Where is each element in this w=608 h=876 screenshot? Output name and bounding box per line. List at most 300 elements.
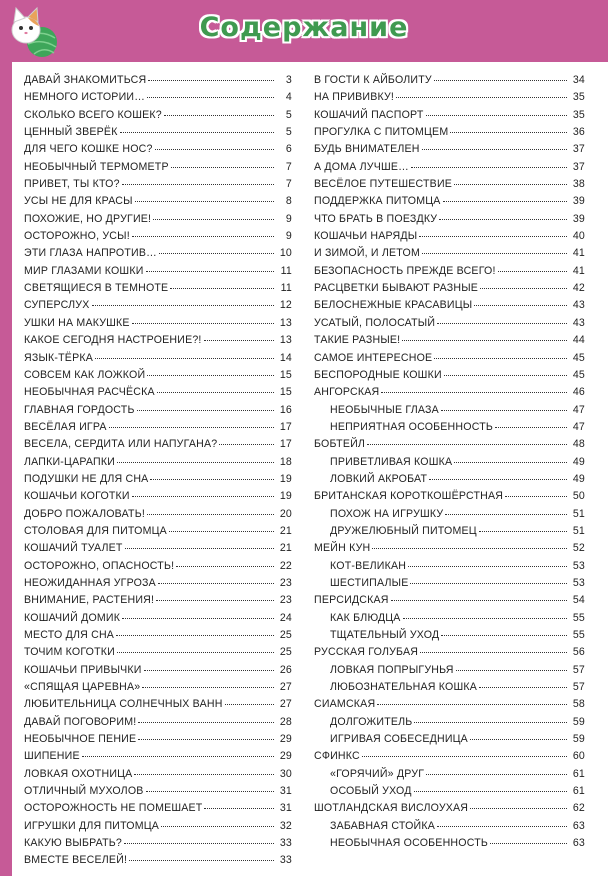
toc-entry-title: ВЕСЁЛОЕ ПУТЕШЕСТВИЕ (314, 178, 453, 191)
toc-entry-title: ЦЕННЫЙ ЗВЕРЁК (24, 126, 118, 139)
dot-leader (132, 323, 274, 324)
toc-entry-page: 37 (572, 160, 585, 173)
dot-leader (204, 808, 274, 809)
dot-leader (159, 253, 274, 254)
toc-entry (314, 213, 585, 230)
toc-entry-page: 36 (572, 126, 585, 139)
dot-leader (158, 583, 274, 584)
toc-entry-page: 53 (572, 576, 585, 589)
toc-entry-page: 17 (279, 420, 292, 433)
toc-entry (24, 785, 292, 802)
dot-leader (137, 410, 274, 411)
toc-entry-page: 55 (572, 611, 585, 624)
toc-entry-page: 7 (285, 178, 292, 191)
toc-entry-page: 51 (572, 507, 585, 520)
toc-entry (314, 629, 585, 646)
dot-leader (474, 305, 567, 306)
toc-entry (314, 369, 585, 386)
toc-entry (314, 820, 585, 837)
toc-entry-title: ЗАБАВНАЯ СТОЙКА (330, 819, 436, 832)
toc-entry-title: ШИПЕНИЕ (24, 750, 80, 763)
toc-entry-title: ДОЛГОЖИТЕЛЬ (330, 715, 413, 728)
dot-leader (147, 375, 274, 376)
dot-leader (367, 444, 567, 445)
dot-leader (372, 548, 567, 549)
toc-entry-page: 4 (285, 91, 292, 104)
toc-entry-page: 39 (572, 195, 585, 208)
toc-entry (314, 577, 585, 594)
dot-leader (391, 600, 567, 601)
dot-leader (92, 305, 274, 306)
dot-leader (419, 236, 567, 237)
toc-entry (314, 698, 585, 715)
dot-leader (204, 340, 274, 341)
toc-entry-page: 61 (572, 785, 585, 798)
toc-entry-title: КОШАЧЬИ ПРИВЫЧКИ (24, 663, 142, 676)
dot-leader (156, 600, 274, 601)
dot-leader (422, 149, 567, 150)
toc-entry (24, 802, 292, 819)
toc-entry (314, 525, 585, 542)
toc-entry (24, 334, 292, 351)
dot-leader (408, 566, 567, 567)
dot-leader (164, 115, 274, 116)
dot-leader (132, 496, 274, 497)
toc-entry-page: 27 (279, 681, 292, 694)
toc-entry (314, 542, 585, 559)
dot-leader (157, 392, 274, 393)
toc-entry-title: САМОЕ ИНТЕРЕСНОЕ (314, 351, 433, 364)
toc-column-right (314, 74, 585, 854)
toc-entry (314, 161, 585, 178)
dot-leader (95, 358, 274, 359)
toc-entry-page: 52 (572, 542, 585, 555)
toc-entry-page: 23 (279, 576, 292, 589)
dot-leader (454, 462, 567, 463)
dot-leader (219, 444, 274, 445)
dot-leader (120, 132, 274, 133)
toc-entry-title: В ГОСТИ К АЙБОЛИТУ (314, 74, 432, 86)
toc-entry (24, 213, 292, 230)
toc-entry-title: ВЕСЁЛАЯ ИГРА (24, 420, 107, 433)
toc-entry-title: НА ПРИВИВКУ! (314, 91, 395, 104)
toc-entry-title: ЯЗЫК-ТЁРКА (24, 351, 93, 364)
dot-leader (138, 739, 274, 740)
toc-entry (24, 525, 292, 542)
toc-entry (314, 334, 585, 351)
dot-leader (490, 843, 567, 844)
dot-leader (144, 670, 274, 671)
toc-entry (314, 74, 585, 91)
toc-entry-page: 12 (279, 299, 292, 312)
toc-entry (24, 91, 292, 108)
toc-entry-page: 18 (279, 455, 292, 468)
dot-leader (479, 687, 567, 688)
toc-entry-title: И ЗИМОЙ, И ЛЕТОМ (314, 247, 420, 260)
dot-leader (169, 531, 274, 532)
toc-entry (314, 265, 585, 282)
toc-entry-page: 11 (280, 264, 292, 277)
dot-leader (441, 635, 567, 636)
toc-entry-title: ШОТЛАНДСКАЯ ВИСЛОУХАЯ (314, 802, 469, 815)
dot-leader (480, 288, 567, 289)
toc-entry (24, 733, 292, 750)
toc-entry-page: 17 (279, 438, 292, 451)
toc-entry (314, 490, 585, 507)
toc-entry-title: ШЕСТИПАЛЫЕ (330, 576, 409, 589)
toc-entry-page: 28 (279, 715, 292, 728)
toc-entry (314, 733, 585, 750)
dot-leader (426, 115, 568, 116)
dot-leader (122, 184, 274, 185)
toc-entry-title: ИГРУШКИ ДЛЯ ПИТОМЦА (24, 819, 160, 832)
toc-entry (314, 716, 585, 733)
toc-entry (314, 282, 585, 299)
toc-entry (24, 247, 292, 264)
toc-entry-page: 21 (279, 524, 292, 537)
toc-entry (314, 178, 585, 195)
toc-entry (314, 768, 585, 785)
toc-entry-page: 61 (572, 767, 585, 780)
dot-leader (125, 548, 274, 549)
toc-entry-title: ПРОГУЛКА С ПИТОМЦЕМ (314, 126, 449, 139)
toc-entry-page: 9 (285, 212, 292, 225)
toc-entry-page: 39 (572, 212, 585, 225)
toc-entry-page: 56 (572, 646, 585, 659)
toc-entry-title: ГЛАВНАЯ ГОРДОСТЬ (24, 403, 135, 416)
toc-entry-title: ЛОВКИЙ АКРОБАТ (330, 472, 428, 485)
dot-leader (495, 427, 567, 428)
toc-entry-title: ЛОВКАЯ ОХОТНИЦА (24, 767, 133, 780)
toc-entry-title: БЕЛОСНЕЖНЫЕ КРАСАВИЦЫ (314, 299, 473, 312)
toc-entry (24, 594, 292, 611)
toc-entry-page: 32 (279, 819, 292, 832)
toc-entry-title: НЕПРИЯТНАЯ ОСОБЕННОСТЬ (330, 420, 494, 433)
toc-entry-page: 57 (572, 663, 585, 676)
toc-entry-page: 43 (572, 299, 585, 312)
dot-leader (414, 722, 567, 723)
toc-entry-title: КОШАЧИЙ ДОМИК (24, 611, 121, 624)
toc-entry (24, 126, 292, 143)
dot-leader (410, 583, 567, 584)
toc-entry-page: 51 (572, 524, 585, 537)
toc-entry-page: 10 (279, 247, 292, 260)
toc-entry-title: СКОЛЬКО ВСЕГО КОШЕК? (24, 108, 162, 121)
toc-entry-page: 22 (279, 559, 292, 572)
toc-entry-page: 24 (279, 611, 292, 624)
dot-leader (146, 271, 274, 272)
toc-entry-page: 37 (572, 143, 585, 156)
toc-entry-page: 35 (572, 108, 585, 121)
toc-entry-page: 19 (279, 490, 292, 503)
toc-entry-title: НЕМНОГО ИСТОРИИ… (24, 91, 145, 104)
toc-entry-title: СИАМСКАЯ (314, 698, 376, 711)
toc-entry-title: ДАВАЙ ПОГОВОРИМ! (24, 715, 137, 728)
toc-entry-title: КАКОЕ СЕГОДНЯ НАСТРОЕНИЕ?! (24, 334, 202, 347)
dot-leader (444, 375, 567, 376)
toc-entry-page: 14 (279, 351, 292, 364)
toc-entry (24, 577, 292, 594)
toc-entry (314, 508, 585, 525)
toc-entry-page: 29 (279, 733, 292, 746)
toc-entry (24, 612, 292, 629)
dot-leader (470, 808, 567, 809)
toc-entry-title: РУССКАЯ ГОЛУБАЯ (314, 646, 419, 659)
toc-entry-title: ТАКИЕ РАЗНЫЕ! (314, 334, 401, 347)
toc-entry (314, 681, 585, 698)
toc-entry (24, 109, 292, 126)
toc-entry-title: ИГРИВАЯ СОБЕСЕДНИЦА (330, 733, 468, 746)
toc-entry (314, 386, 585, 403)
dot-leader (470, 739, 567, 740)
toc-entry-page: 60 (572, 750, 585, 763)
dot-leader (498, 271, 567, 272)
toc-entry (24, 143, 292, 160)
toc-entry-title: БЕСПОРОДНЫЕ КОШКИ (314, 368, 442, 381)
dot-leader (146, 791, 274, 792)
toc-entry (24, 369, 292, 386)
dot-leader (437, 323, 567, 324)
dot-leader (479, 531, 567, 532)
toc-entry-title: СТОЛОВАЯ ДЛЯ ПИТОМЦА (24, 524, 167, 537)
toc-entry-page: 63 (572, 837, 585, 850)
toc-entry-title: ЛЮБОЗНАТЕЛЬНАЯ КОШКА (330, 681, 478, 694)
toc-entry-page: 27 (279, 698, 292, 711)
dot-leader (362, 756, 567, 757)
dot-leader (135, 201, 274, 202)
toc-entry (24, 230, 292, 247)
toc-entry-title: УШКИ НА МАКУШКЕ (24, 316, 130, 329)
toc-entry (24, 299, 292, 316)
toc-entry-page: 59 (572, 715, 585, 728)
toc-entry (24, 716, 292, 733)
toc-entry-title: ЭТИ ГЛАЗА НАПРОТИВ… (24, 247, 157, 260)
toc-entry-page: 48 (572, 438, 585, 451)
toc-entry (24, 161, 292, 178)
toc-entry (314, 612, 585, 629)
toc-entry-title: КАК БЛЮДЦА (330, 611, 401, 624)
toc-entry-title: НЕОБЫЧНАЯ РАСЧЁСКА (24, 386, 155, 399)
toc-entry (24, 352, 292, 369)
dot-leader (117, 652, 274, 653)
toc-entry-title: НЕОБЫЧНЫЕ ГЛАЗА (330, 403, 439, 416)
toc-entry (24, 854, 292, 871)
toc-entry-page: 43 (572, 316, 585, 329)
dot-leader (411, 167, 567, 168)
toc-entry-page: 5 (285, 108, 292, 121)
dot-leader (456, 670, 567, 671)
dot-leader (225, 704, 274, 705)
toc-entry (314, 456, 585, 473)
toc-entry-page: 11 (280, 282, 292, 295)
toc-entry (24, 490, 292, 507)
dot-leader (153, 219, 274, 220)
toc-entry-title: КОТ-ВЕЛИКАН (330, 559, 407, 572)
toc-entry (24, 664, 292, 681)
toc-entry (314, 438, 585, 455)
toc-entry-page: 15 (279, 386, 292, 399)
dot-leader (124, 843, 274, 844)
dot-leader (134, 774, 274, 775)
toc-entry (24, 508, 292, 525)
dot-leader (148, 80, 274, 81)
toc-entry-page: 41 (572, 247, 585, 260)
toc-entry-title: КОШАЧЬИ КОГОТКИ (24, 490, 130, 503)
toc-entry-title: НЕОБЫЧНАЯ ОСОБЕННОСТЬ (330, 837, 489, 850)
dot-leader (155, 149, 274, 150)
toc-entry-page: 42 (572, 282, 585, 295)
toc-entry-page: 63 (572, 819, 585, 832)
toc-entry-page: 33 (279, 854, 292, 867)
toc-entry-page: 40 (572, 230, 585, 243)
dot-leader (138, 722, 274, 723)
toc-entry-title: КОШАЧИЙ ПАСПОРТ (314, 108, 424, 121)
toc-entry (24, 837, 292, 854)
toc-entry-title: БОБТЕЙЛ (314, 438, 366, 451)
dot-leader (129, 860, 274, 861)
dot-leader (454, 184, 567, 185)
toc-entry (24, 282, 292, 299)
dot-leader (441, 410, 567, 411)
toc-column-left (24, 74, 292, 872)
toc-entry (24, 750, 292, 767)
toc-entry-title: НЕОБЫЧНЫЙ ТЕРМОМЕТР (24, 160, 169, 173)
toc-entry-title: ПОДДЕРЖКА ПИТОМЦА (314, 195, 441, 208)
toc-entry-page: 62 (572, 802, 585, 815)
toc-entry-page: 20 (279, 507, 292, 520)
toc-entry-page: 50 (572, 490, 585, 503)
toc-entry (24, 386, 292, 403)
toc-entry-title: ПЕРСИДСКАЯ (314, 594, 389, 607)
toc-entry-page: 54 (572, 594, 585, 607)
toc-entry-page: 13 (279, 316, 292, 329)
toc-entry-page: 45 (572, 351, 585, 364)
dot-leader (142, 687, 274, 688)
toc-entry (314, 594, 585, 611)
dot-leader (116, 635, 274, 636)
toc-entry (24, 473, 292, 490)
toc-entry-title: ЧТО БРАТЬ В ПОЕЗДКУ (314, 212, 438, 225)
toc-entry-page: 3 (285, 74, 292, 86)
toc-entry-title: «ГОРЯЧИЙ» ДРУГ (330, 767, 425, 780)
dot-leader (437, 826, 567, 827)
toc-entry-page: 9 (285, 230, 292, 243)
toc-entry-title: МЕЙН КУН (314, 542, 371, 555)
toc-entry-page: 25 (279, 629, 292, 641)
toc-entry-page: 38 (572, 178, 585, 191)
toc-entry-title: ВМЕСТЕ ВЕСЕЛЕЙ! (24, 854, 128, 867)
toc-entry (24, 698, 292, 715)
dot-leader (420, 652, 567, 653)
toc-entry-page: 57 (572, 681, 585, 694)
toc-entry-page: 30 (279, 767, 292, 780)
toc-entry (24, 542, 292, 559)
toc-entry-title: ПОДУШКИ НЕ ДЛЯ СНА (24, 472, 149, 485)
toc-entry-title: УСЫ НЕ ДЛЯ КРАСЫ (24, 195, 133, 208)
toc-entry-title: СОВСЕМ КАК ЛОЖКОЙ (24, 368, 146, 381)
toc-entry-page: 5 (285, 126, 292, 139)
dot-leader (82, 756, 274, 757)
toc-entry-title: ОСОБЫЙ УХОД (330, 785, 412, 798)
toc-entry (314, 91, 585, 108)
toc-entry (314, 785, 585, 802)
toc-entry-page: 49 (572, 472, 585, 485)
toc-entry-page: 47 (572, 403, 585, 416)
toc-entry-page: 31 (279, 802, 292, 815)
toc-entry-page: 6 (285, 143, 292, 156)
toc-entry (314, 109, 585, 126)
toc-entry-title: СФИНКС (314, 750, 360, 763)
toc-entry-title: СВЕТЯЩИЕСЯ В ТЕМНОТЕ (24, 282, 169, 295)
toc-entry-page: 25 (279, 646, 292, 659)
toc-entry-page: 44 (572, 334, 585, 347)
toc-entry-title: НЕОБЫЧНОЕ ПЕНИЕ (24, 733, 137, 746)
toc-entry-page: 55 (572, 629, 585, 641)
toc-entry-page: 46 (572, 386, 585, 399)
toc-entry-title: БУДЬ ВНИМАТЕЛЕН (314, 143, 420, 156)
toc-entry-page: 49 (572, 455, 585, 468)
toc-entry-page: 23 (279, 594, 292, 607)
toc-entry-title: ОСТОРОЖНОСТЬ НЕ ПОМЕШАЕТ (24, 802, 203, 815)
toc-entry (24, 178, 292, 195)
toc-entry-title: УСАТЫЙ, ПОЛОСАТЫЙ (314, 316, 436, 329)
toc-entry (24, 317, 292, 334)
toc-entry-title: КОШАЧЬИ НАРЯДЫ (314, 230, 418, 243)
dot-leader (402, 340, 567, 341)
toc-entry (314, 126, 585, 143)
toc-entry-title: ЛЮБИТЕЛЬНИЦА СОЛНЕЧНЫХ ВАНН (24, 698, 223, 711)
dot-leader (381, 392, 567, 393)
dot-leader (414, 791, 567, 792)
toc-entry (24, 456, 292, 473)
toc-entry-title: БРИТАНСКАЯ КОРОТКОШЁРСТНАЯ (314, 490, 504, 503)
toc-entry-title: ОСТОРОЖНО, УСЫ! (24, 230, 130, 243)
dot-leader (450, 132, 567, 133)
toc-entry-page: 34 (572, 74, 585, 86)
toc-entry-title: ДОБРО ПОЖАЛОВАТЬ! (24, 507, 145, 520)
dot-leader (132, 236, 274, 237)
toc-entry-title: ПОХОЖИЕ, НО ДРУГИЕ! (24, 212, 152, 225)
toc-entry-title: «СПЯЩАЯ ЦАРЕВНА» (24, 681, 141, 694)
dot-leader (429, 479, 567, 480)
toc-entry-title: ЛОВКАЯ ПОПРЫГУНЬЯ (330, 663, 454, 676)
dot-leader (426, 774, 567, 775)
toc-entry (314, 404, 585, 421)
toc-entry (24, 629, 292, 646)
dot-leader (396, 97, 567, 98)
toc-entry-title: ОТЛИЧНЫЙ МУХОЛОВ (24, 785, 144, 798)
toc-entry-title: ОСТОРОЖНО, ОПАСНОСТЬ! (24, 559, 175, 572)
toc-entry-title: ДРУЖЕЛЮБНЫЙ ПИТОМЕЦ (330, 524, 477, 537)
toc-entry-title: БЕЗОПАСНОСТЬ ПРЕЖДЕ ВСЕГО! (314, 264, 496, 277)
toc-entry-title: ПОХОЖ НА ИГРУШКУ (330, 507, 444, 520)
toc-entry (24, 438, 292, 455)
dot-leader (176, 566, 274, 567)
toc-entry-title: ЛАПКИ-ЦАРАПКИ (24, 455, 116, 468)
toc-entry-title: МЕСТО ДЛЯ СНА (24, 629, 115, 641)
toc-entry-page: 8 (285, 195, 292, 208)
toc-entry (314, 802, 585, 819)
toc-entry (314, 560, 585, 577)
toc-entry-title: ДЛЯ ЧЕГО КОШКЕ НОС? (24, 143, 153, 156)
toc-entry (314, 195, 585, 212)
toc-entry (314, 352, 585, 369)
toc-entry-title: ТЩАТЕЛЬНЫЙ УХОД (330, 629, 440, 641)
dot-leader (422, 253, 567, 254)
dot-leader (150, 479, 274, 480)
toc-entry-page: 26 (279, 663, 292, 676)
toc-entry (24, 421, 292, 438)
